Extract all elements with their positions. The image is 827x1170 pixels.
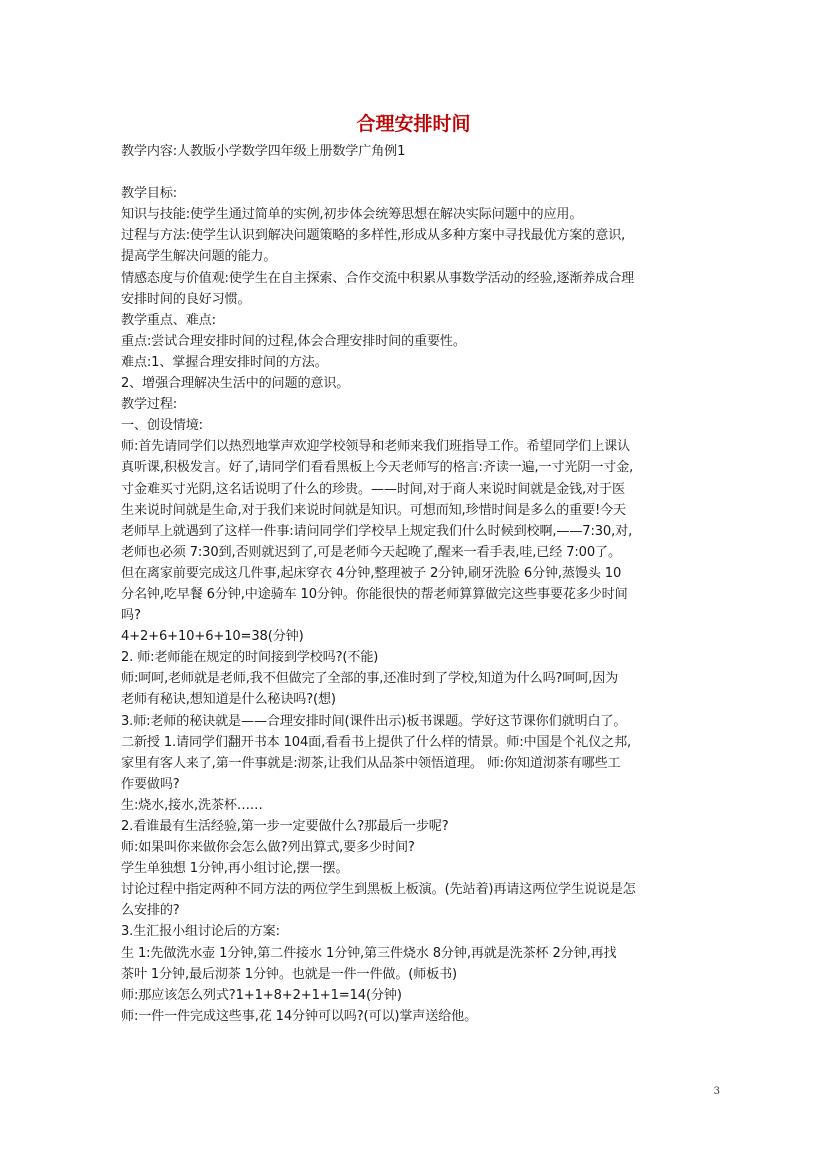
body-text-line: 生:烧水,接水,洗茶杯…… xyxy=(121,797,263,813)
body-text-line: 提高学生解决问题的能力。 xyxy=(121,249,277,265)
body-text-line: 老师有秘诀,想知道是什么秘诀吗?(想) xyxy=(121,692,336,708)
body-text-line: 家里有客人来了,第一件事就是:沏茶,让我们从品茶中领悟道理。 师:你知道沏茶有哪些工 xyxy=(121,755,621,771)
blank-line xyxy=(121,162,713,183)
body-text-line: 但在离家前要完成这几件事,起床穿衣 4分钟,整理被子 2分钟,刷牙洗脸 6分钟,蒸馒头 10 xyxy=(121,565,622,581)
body-text-line: 情感态度与价值观:使学生在自主探索、合作交流中积累从事数学活动的经验,逐渐养成合理 xyxy=(121,270,635,286)
page-number: 3 xyxy=(713,1086,720,1097)
body-text-line: 重点:尝试合理安排时间的过程,体会合理安排时间的重要性。 xyxy=(121,333,466,349)
document-body xyxy=(121,141,713,1027)
body-text-line: 真听课,积极发言。好了,请同学们看看黑板上今天老师写的格言:齐读一遍,一寸光阴一寸金, xyxy=(121,460,634,476)
body-text-line: 难点:1、掌握合理安排时间的方法。 xyxy=(121,354,328,370)
document-title: 合理安排时间 xyxy=(356,113,471,135)
body-text-line: 过程与方法:使学生认识到解决问题策略的多样性,形成从多种方案中寻找最优方案的意识, xyxy=(121,228,626,244)
body-text-line: 老师早上就遇到了这样一件事:请问同学们学校早上规定我们什么时候到校啊,——7:30,对, xyxy=(121,523,633,539)
body-text-line: 教学过程: xyxy=(121,397,178,413)
body-text-line: 一、创设情境: xyxy=(121,418,203,434)
body-text-line: 师:呵呵,老师就是老师,我不但做完了全部的事,还准时到了学校,知道为什么吗?呵呵,因为 xyxy=(121,671,619,687)
body-text-line: 老师也必须 7:30到,否则就迟到了,可是老师今天起晚了,醒来一看手表,哇,已经 7:00了。 xyxy=(121,544,621,560)
body-text-line: 师:一件一件完成这些事,花 14分钟可以吗?(可以)掌声送给他。 xyxy=(121,1008,478,1024)
body-text-line: 学生单独想 1分钟,再小组讨论,摆一摆。 xyxy=(121,861,349,877)
body-text-line: 寸金难买寸光阴,这名话说明了什么的珍贵。——时间,对于商人来说时间就是金钱,对于医 xyxy=(121,481,625,497)
body-text-line: 2、增强合理解决生活中的问题的意识。 xyxy=(121,376,350,392)
body-text-line: 生来说时间就是生命,对于我们来说时间就是知识。可想而知,珍惜时间是多么的重要!今天 xyxy=(121,502,626,518)
body-text-line: 教学目标: xyxy=(121,186,178,202)
body-text-line: 生 1:先做洗水壶 1分钟,第二件接水 1分钟,第三件烧水 8分钟,再就是洗茶杯 2分钟,再找 xyxy=(121,945,617,961)
body-text-line: 师:如果叫你来做你会怎么做?列出算式,要多少时间? xyxy=(121,840,415,856)
body-text-line: 茶叶 1分钟,最后沏茶 1分钟。也就是一件一件做。(师板书) xyxy=(121,966,458,982)
body-text-line: 师:首先请同学们以热烈地掌声欢迎学校领导和老师来我们班指导工作。希望同学们上课认 xyxy=(121,439,631,455)
body-text-line: 安排时间的良好习惯。 xyxy=(121,291,251,307)
body-text-line: 么安排的? xyxy=(121,903,180,919)
body-text-line: 3.师:老师的秘诀就是——合理安排时间(课件出示)板书课题。学好这节课你们就明白了。 xyxy=(121,713,627,729)
body-text-line: 吗? xyxy=(121,608,141,624)
body-text-line: 知识与技能:使学生通过简单的实例,初步体会统筹思想在解决实际问题中的应用。 xyxy=(121,207,583,223)
body-text-line: 教学重点、难点: xyxy=(121,312,216,328)
body-text-line: 二新授 1.请同学们翻开书本 104面,看看书上提供了什么样的情景。师:中国是个礼仪之邦, xyxy=(121,734,632,750)
body-text-line: 2. 师:老师能在规定的时间接到学校吗?(不能) xyxy=(121,650,379,666)
body-text-line: 3.生汇报小组讨论后的方案: xyxy=(121,924,280,940)
body-text-line: 教学内容:人教版小学数学四年级上册数学广角例1 xyxy=(121,144,406,159)
body-text-line: 分名钟,吃早餐 6分钟,中途骑车 10分钟。你能很快的帮老师算算做完这些事要花多少时间 xyxy=(121,586,628,602)
body-text-line: 讨论过程中指定两种不同方法的两位学生到黑板上板演。(先站着)再请这两位学生说说是怎 xyxy=(121,882,636,898)
body-text-line: 师:那应该怎么列式?1+1+8+2+1+1=14(分钟) xyxy=(121,987,402,1003)
body-text-line: 作要做吗? xyxy=(121,776,180,792)
body-text-line: 2.看谁最有生活经验,第一步一定要做什么?那最后一步呢? xyxy=(121,819,449,834)
body-text-line: 4+2+6+10+6+10=38(分钟) xyxy=(121,629,304,645)
